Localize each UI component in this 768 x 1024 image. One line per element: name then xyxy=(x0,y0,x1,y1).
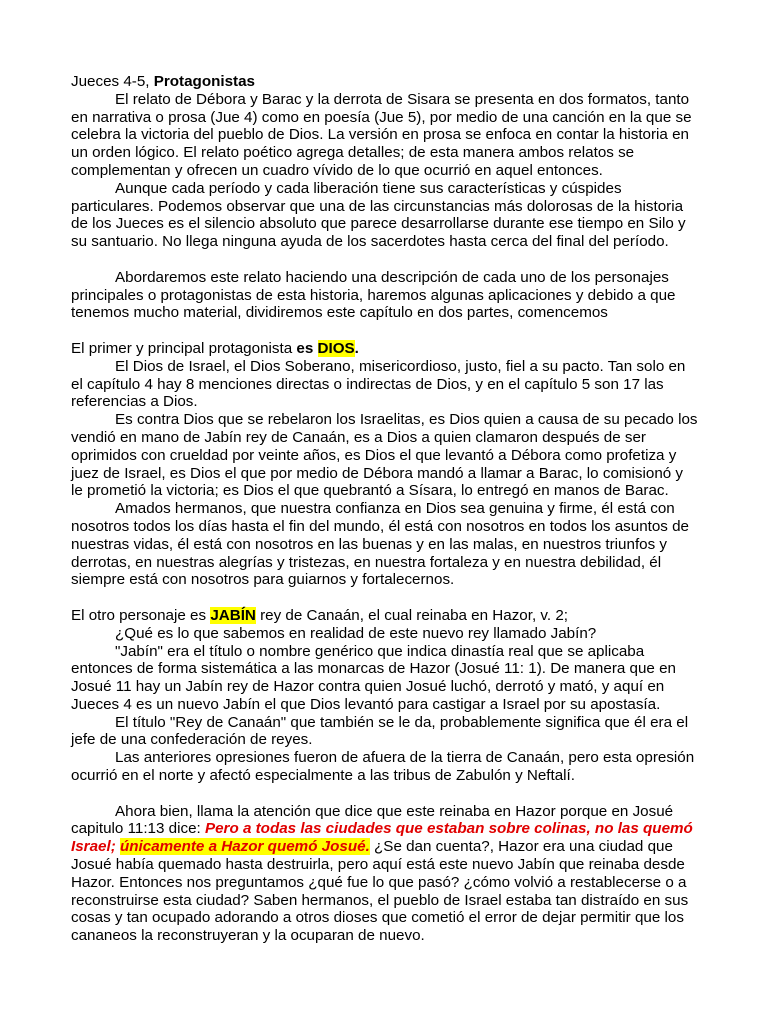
jabin-paragraph-4: Las anteriores opresiones fueron de afuera de la tierra de Canaán, pero esta opresión ocurrió en el norte y afectó especialmente a las tribus de Zabulón y Neftalí. xyxy=(71,749,695,785)
quote-josue: Pero a todas las ciudades que estaban sobre colinas, no las quemó Israel; xyxy=(71,820,693,856)
dios-paragraph-2: Es contra Dios que se rebelaron los Israelitas, es Dios quien a causa de su pecado los vendió en mano de Jabín rey de Canaán, es a Dios a quien clamaron después de ser oprimidos con crueldad por veinte años, es Dios el que levantó a Débora como profetiza y juez de Israel, es Dios el que por medio de Débora mandó a llamar a Barac, lo comisionó y le prometió la victoria; es Dios el que quebrantó a Sísara, lo entregó en manos de Barac. xyxy=(71,411,698,500)
blank-line xyxy=(71,785,699,803)
jabin-paragraph-2: "Jabín" era el título o nombre genérico que indica dinastía real que se aplicaba entonces de forma sistemática a las monarcas de Hazor (Josué 11: 1). De manera que en Josué 11 hay un Jabín rey de Hazor contra quien Josué luchó, derrotó y mató, y aquí en Jueces 4 es un nuevo Jabín el que Dios levantó para castigar a Israel por su apostasía. xyxy=(71,642,676,713)
heading-title: Protagonistas xyxy=(153,73,256,90)
intro-paragraph-2: Aunque cada período y cada liberación tiene sus características y cúspides particulares. Podemos observar que una de las circunstancias más dolorosas de la historia de los Jueces es el silencio absoluto que parece desarrollarse durante ese tiempo en Silo y su santuario. No llega ninguna ayuda de los sacerdotes hasta cerca del final del período. xyxy=(71,179,686,251)
jabin-paragraph-3: El título "Rey de Canaán" que también se le da, probablemente significa que él era el jefe de una confederación de reyes. xyxy=(71,713,689,749)
quote-josue-highlight: únicamente a Hazor quemó Josué. xyxy=(119,838,370,856)
document-page xyxy=(71,73,699,945)
blank-line xyxy=(71,251,699,269)
highlight-jabin: JABÍN xyxy=(210,606,256,624)
dios-paragraph-1: El Dios de Israel, el Dios Soberano, misericordioso, justo, fiel a su pacto. Tan solo en el capítulo 4 hay 8 menciones directas o indirectas de Dios, y en el capítulo 5 son 17 las referencias a Dios. xyxy=(71,357,686,411)
blank-line xyxy=(71,322,699,340)
intro-paragraph-1: El relato de Débora y Barac y la derrota de Sisara se presenta en dos formatos, tanto en narrativa o prosa (Jue 4) como en poesía (Jue 5), por medio de una canción en la que se celebra la victoria del pueblo de Dios. La versión en prosa se enfoca en contar la historia en un orden lógico. El relato poético agrega detalles; de esta manera ambos relatos se complementan y ofrecen un cuadro vívido de lo que ocurrió en aquel entonces. xyxy=(71,90,692,179)
jabin-heading: El otro personaje es JABÍN rey de Canaán, el cual reinaba en Hazor, v. 2; xyxy=(71,606,568,624)
document-heading: Jueces 4-5, Protagonistas xyxy=(71,73,256,90)
dios-heading: El primer y principal protagonista es DIOS. xyxy=(71,339,359,357)
blank-line xyxy=(71,589,699,607)
jabin-paragraph-1: ¿Qué es lo que sabemos en realidad de este nuevo rey llamado Jabín? xyxy=(115,624,597,642)
plan-paragraph: Abordaremos este relato haciendo una descripción de cada uno de los personajes principales o protagonistas de esta historia, haremos algunas aplicaciones y debido a que tenemos mucho material, dividiremos este capítulo en dos partes, comencemos xyxy=(71,268,676,322)
highlight-dios: DIOS xyxy=(317,339,355,357)
hazor-paragraph: Ahora bien, llama la atención que dice que este reinaba en Hazor porque en Josué capitulo 11:13 dice: Pero a todas las ciudades que estaban sobre colinas, no las quemó Israel; únicamente a Hazor quemó Josué. ¿Se dan cuenta?, Hazor era una ciudad que Josué había quemado hasta destruirla, pero aquí está este nuevo Jabín que reinaba desde Hazor. Entonces nos preguntamos ¿qué fue lo que pasó? ¿cómo volvió a restablecerse o a reconstruirse esta ciudad? Saben hermanos, el pueblo de Israel estaba tan distraído en sus cosas y tan ocupado adorando a otros dioses que cometió el error de dejar permitir que los cananeos la reconstruyeran y la ocuparan de nuevo. xyxy=(71,802,693,945)
dios-paragraph-3: Amados hermanos, que nuestra confianza en Dios sea genuina y firme, él está con nosotros todos los días hasta el fin del mundo, él está con nosotros en todos los asuntos de nuestras vidas, él está con nosotros en las buenas y en las malas, en nuestros triunfos y derrotas, en nuestras alegrías y tristezas, en nuestra fortaleza y en nuestra debilidad, él siempre está con nosotros para guiarnos y fortalecernos. xyxy=(71,500,690,589)
